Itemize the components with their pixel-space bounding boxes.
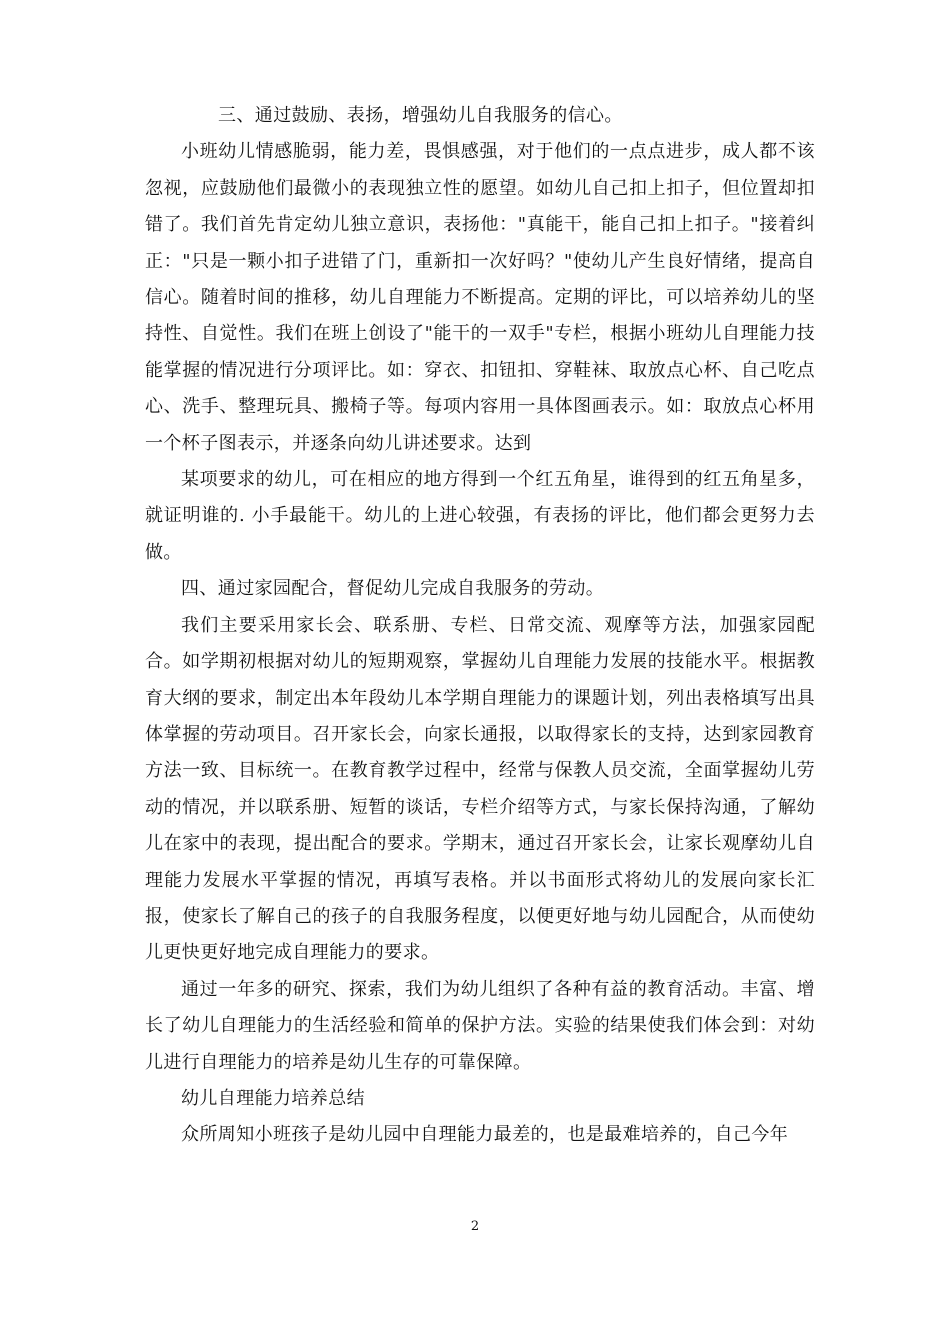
section-heading-3: 三、通过鼓励、表扬，增强幼儿自我服务的信心。 bbox=[218, 105, 623, 126]
paragraph: 众所周知小班孩子是幼儿园中自理能力最差的，也是最难培养的，自己今年 bbox=[181, 1124, 789, 1146]
page-number: 2 bbox=[470, 1219, 480, 1234]
body-text bbox=[145, 98, 815, 1154]
paragraph: 我们主要采用家长会、联系册、专栏、日常交流、观摩等方法，加强家园配合。如学期初根据对幼儿的短期观察，掌握幼儿自理能力发展的技能水平。根据教育大纲的要求，制定出本年段幼儿本学期自理能力的课题计划，列出表格填写出具体掌握的劳动项目。召开家长会，向家长通报，以取得家长的支持，达到家园教育方法一致、目标统一。在教育教学过程中，经常与保教人员交流，全面掌握幼儿劳动的情况，并以联系册、短暂的谈话，专栏介绍等方式，与家长保持沟通，了解幼儿在家中的表现，提出配合的要求。学期末，通过召开家长会，让家长观摩幼儿自理能力发展水平掌握的情况，再填写表格。并以书面形式将幼儿的发展向家长汇报，使家长了解自己的孩子的自我服务程度，以便更好地与幼儿园配合，从而使幼儿更快更好地完成自理能力的要求。 bbox=[145, 614, 815, 964]
paragraph: 通过一年多的研究、探索，我们为幼儿组织了各种有益的教育活动。丰富、增长了幼儿自理能力的生活经验和简单的保护方法。实验的结果使我们体会到：对幼儿进行自理能力的培养是幼儿生存的可靠保障。 bbox=[145, 978, 815, 1073]
section-heading-4: 四、通过家园配合，督促幼儿完成自我服务的劳动。 bbox=[181, 578, 605, 600]
summary-title: 幼儿自理能力培养总结 bbox=[181, 1087, 365, 1109]
paragraph: 小班幼儿情感脆弱，能力差，畏惧感强，对于他们的一点点进步，成人都不该忽视，应鼓励他们最微小的表现独立性的愿望。如幼儿自己扣上扣子，但位置却扣错了。我们首先肯定幼儿独立意识，表扬他："真能干，能自己扣上扣子。"接着纠正："只是一颗小扣子进错了门，重新扣一次好吗？"使幼儿产生良好情绪，提高自信心。随着时间的推移，幼儿自理能力不断提高。定期的评比，可以培养幼儿的坚持性、自觉性。我们在班上创设了"能干的一双手"专栏，根据小班幼儿自理能力技能掌握的情况进行分项评比。如：穿衣、扣钮扣、穿鞋袜、取放点心杯、自己吃点心、洗手、整理玩具、搬椅子等。每项内容用一具体图画表示。如：取放点心杯用一个杯子图表示，并逐条向幼儿讲述要求。达到 bbox=[145, 141, 815, 454]
paragraph: 某项要求的幼儿，可在相应的地方得到一个红五角星，谁得到的红五角星多，就证明谁的. 小手最能干。幼儿的上进心较强，有表扬的评比，他们都会更努力去做。 bbox=[145, 469, 815, 563]
